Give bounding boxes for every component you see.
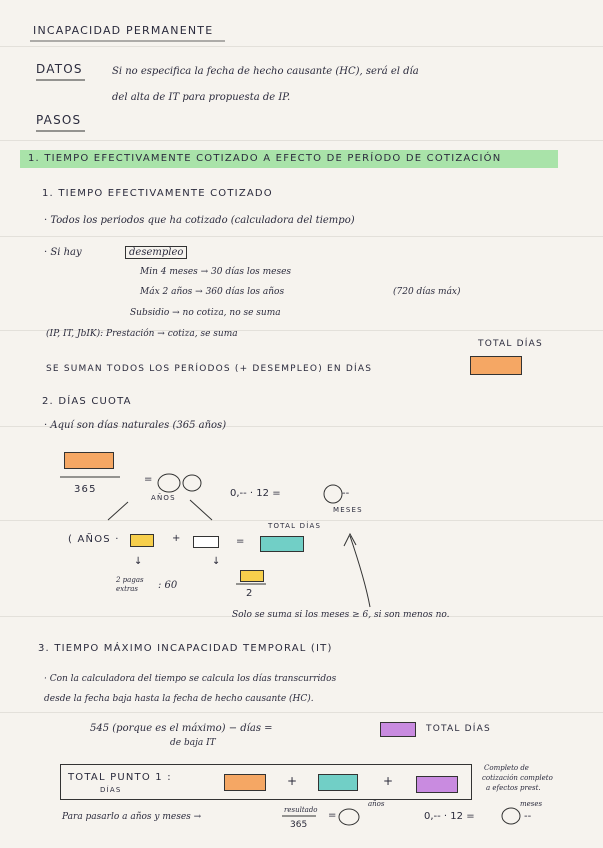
anos-row-label: ( AÑOS · — [68, 534, 120, 545]
down-arrow-2: ↓ — [212, 556, 221, 567]
equals-sign-2: = — [236, 536, 245, 547]
datos-label: DATOS — [36, 62, 83, 76]
datos-line-2: del alta de IT para propuesta de IP. — [112, 92, 291, 103]
total-punto-dias: DÍAS — [100, 786, 122, 794]
pasos-label: PASOS — [36, 113, 82, 127]
total-purple-box — [416, 776, 458, 793]
side-note-2: cotización completo — [482, 774, 553, 782]
teal-total-box — [260, 536, 304, 552]
solo-note: Solo se suma si los meses ≥ 6, si son menos no. — [232, 610, 450, 620]
footer-resultado: resultado — [284, 806, 318, 814]
subsidio-line: Subsidio → no cotiza, no se suma — [130, 308, 281, 318]
close-paren-plus: + — [172, 533, 181, 544]
down-arrow-1: ↓ — [134, 556, 143, 567]
arrow-line — [108, 502, 128, 520]
total-punto-label: TOTAL PUNTO 1 : — [68, 772, 172, 783]
fraction-denominator-2: 2 — [246, 588, 253, 599]
sub1-bullet-1: · Todos los periodos que ha cotizado (calculadora del tiempo) — [44, 215, 355, 226]
anos-yellow-box — [130, 534, 154, 547]
total-plus-2: + — [383, 774, 394, 788]
sub3-line-2: desde la fecha baja hasta la fecha de hecho causante (HC). — [44, 694, 314, 704]
white-box — [193, 536, 219, 548]
sub3-formula-note: de baja IT — [170, 738, 216, 748]
prestacion-line: (IP, IT, JbIK): Prestación → cotiza, se suma — [46, 329, 238, 339]
suman-line: SE SUMAN TODOS LOS PERÍODOS (+ DESEMPLEO) EN DÍAS — [46, 364, 373, 374]
datos-line-1: Si no especifica la fecha de hecho causante (HC), será el día — [112, 66, 419, 77]
sub2-heading: 2. DÍAS CUOTA — [42, 396, 132, 407]
total-plus-1: + — [287, 774, 298, 788]
footer-result: 0,-- · 12 = — [424, 811, 475, 822]
meses-small-label: MESES — [333, 506, 363, 514]
total-dias-orange-box — [470, 356, 522, 375]
two-pagas-label: 2 pagas extras — [116, 576, 144, 593]
anos-result-calc: 0,-- · 12 = — [230, 488, 281, 499]
total-orange-box — [224, 774, 266, 791]
denominator-365: 365 — [74, 484, 97, 495]
page-title: INCAPACIDAD PERMANENTE — [33, 24, 214, 37]
anos-small-label: AÑOS — [151, 494, 176, 502]
sub1-heading: 1. TIEMPO EFECTIVAMENTE COTIZADO — [42, 188, 273, 199]
meses-dots: -- — [342, 488, 350, 499]
equals-sign: = — [144, 474, 153, 485]
sub3-heading: 3. TIEMPO MÁXIMO INCAPACIDAD TEMPORAL (IT) — [38, 643, 333, 654]
footer-meses: meses — [520, 800, 543, 808]
sub3-formula: 545 (porque es el máximo) − días = — [90, 723, 273, 734]
sub2-bullet: · Aquí son días naturales (365 años) — [44, 420, 227, 431]
total-dias-small: TOTAL DÍAS — [268, 522, 322, 530]
sub3-total-dias: TOTAL DÍAS — [426, 724, 491, 734]
sub3-line-1: · Con la calculadora del tiempo se calcula los días transcurridos — [44, 674, 337, 684]
section1-heading: 1. TIEMPO EFECTIVAMENTE COTIZADO A EFECTO DE PERÍODO DE COTIZACIÓN — [28, 153, 502, 164]
side-note-3: a efectos prest. — [486, 784, 541, 792]
footer-text: Para pasarlo a años y meses → — [62, 812, 202, 822]
footer-eq: = — [328, 810, 337, 821]
side-note-1: Completo de — [484, 764, 529, 772]
total-dias-label-1: TOTAL DÍAS — [478, 339, 543, 349]
min-line: Min 4 meses → 30 días los meses — [140, 267, 292, 277]
footer-dash: -- — [524, 811, 532, 822]
footer-anos: años — [368, 800, 385, 808]
sixty-label: : 60 — [158, 580, 178, 591]
footer-den: 365 — [290, 820, 308, 830]
max-note: (720 días máx) — [393, 287, 461, 297]
purple-total-box — [380, 722, 416, 737]
fraction-yellow-box — [240, 570, 264, 582]
sub1-bullet-2-prefix: · Si hay — [44, 247, 82, 258]
total-teal-box — [318, 774, 358, 791]
max-line: Máx 2 años → 360 días los años — [140, 287, 285, 297]
numerator-orange-box — [64, 452, 114, 469]
desempleo-boxed: desempleo — [125, 246, 187, 259]
